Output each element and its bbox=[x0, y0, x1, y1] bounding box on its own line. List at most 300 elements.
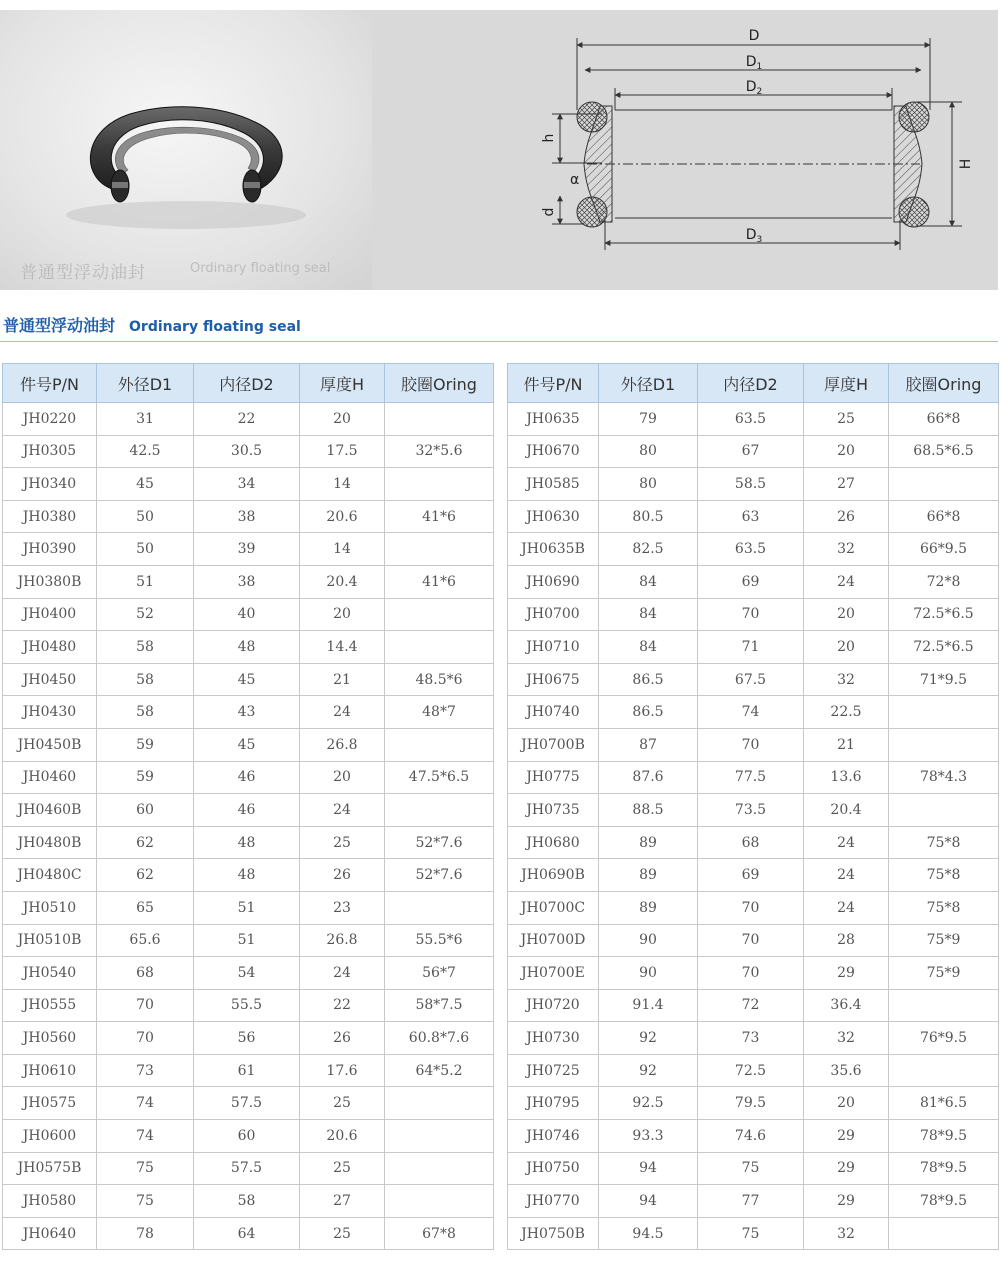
cell-oring: 41*6 bbox=[385, 565, 494, 598]
spec-table-right bbox=[507, 363, 999, 1250]
table-row bbox=[508, 794, 999, 827]
cell-thickness: 23 bbox=[300, 891, 385, 924]
cell-oring: 76*9.5 bbox=[889, 1022, 999, 1055]
cell-part-number: JH0770 bbox=[508, 1185, 599, 1218]
cell-part-number: JH0430 bbox=[3, 696, 97, 729]
table-header-row bbox=[3, 364, 494, 403]
cell-inner-diameter: 61 bbox=[194, 1054, 300, 1087]
table-row bbox=[3, 957, 494, 990]
cell-outer-diameter: 58 bbox=[97, 631, 194, 664]
cell-part-number: JH0635 bbox=[508, 403, 599, 436]
cell-part-number: JH0510 bbox=[3, 891, 97, 924]
cell-part-number: JH0380 bbox=[3, 500, 97, 533]
cell-part-number: JH0720 bbox=[508, 989, 599, 1022]
cell-outer-diameter: 92.5 bbox=[599, 1087, 698, 1120]
cell-inner-diameter: 67 bbox=[698, 435, 804, 468]
cell-thickness: 21 bbox=[300, 663, 385, 696]
table-row bbox=[508, 1217, 999, 1250]
cell-thickness: 20.4 bbox=[804, 794, 889, 827]
cell-oring: 78*9.5 bbox=[889, 1152, 999, 1185]
cell-thickness: 35.6 bbox=[804, 1054, 889, 1087]
cell-outer-diameter: 89 bbox=[599, 891, 698, 924]
cell-oring bbox=[385, 1087, 494, 1120]
cell-oring bbox=[385, 403, 494, 436]
cell-part-number: JH0690B bbox=[508, 859, 599, 892]
cell-part-number: JH0450 bbox=[3, 663, 97, 696]
cell-part-number: JH0390 bbox=[3, 533, 97, 566]
cell-inner-diameter: 51 bbox=[194, 891, 300, 924]
cell-part-number: JH0480 bbox=[3, 631, 97, 664]
cell-thickness: 24 bbox=[804, 826, 889, 859]
cell-outer-diameter: 80 bbox=[599, 468, 698, 501]
cell-part-number: JH0700E bbox=[508, 957, 599, 990]
table-row bbox=[3, 1152, 494, 1185]
cell-part-number: JH0670 bbox=[508, 435, 599, 468]
cell-inner-diameter: 70 bbox=[698, 891, 804, 924]
cell-inner-diameter: 55.5 bbox=[194, 989, 300, 1022]
cell-inner-diameter: 39 bbox=[194, 533, 300, 566]
header-thickness: 厚度H bbox=[300, 364, 385, 403]
table-row bbox=[3, 794, 494, 827]
cell-thickness: 20 bbox=[804, 1087, 889, 1120]
cell-inner-diameter: 38 bbox=[194, 565, 300, 598]
table-row bbox=[508, 826, 999, 859]
cell-inner-diameter: 77.5 bbox=[698, 761, 804, 794]
cell-inner-diameter: 48 bbox=[194, 859, 300, 892]
cell-thickness: 26 bbox=[300, 859, 385, 892]
cell-outer-diameter: 70 bbox=[97, 1022, 194, 1055]
cell-outer-diameter: 94 bbox=[599, 1185, 698, 1218]
cell-oring: 66*8 bbox=[889, 500, 999, 533]
cell-oring: 75*8 bbox=[889, 859, 999, 892]
cell-outer-diameter: 84 bbox=[599, 598, 698, 631]
table-row bbox=[508, 468, 999, 501]
cell-part-number: JH0675 bbox=[508, 663, 599, 696]
table-row bbox=[3, 1054, 494, 1087]
table-row bbox=[508, 500, 999, 533]
cell-outer-diameter: 59 bbox=[97, 761, 194, 794]
label-D3-sub: 3 bbox=[756, 235, 763, 245]
cell-oring: 72.5*6.5 bbox=[889, 631, 999, 664]
table-row bbox=[3, 761, 494, 794]
cell-part-number: JH0700C bbox=[508, 891, 599, 924]
cell-inner-diameter: 48 bbox=[194, 631, 300, 664]
table-row bbox=[3, 468, 494, 501]
cell-inner-diameter: 70 bbox=[698, 598, 804, 631]
cell-oring: 75*9 bbox=[889, 924, 999, 957]
cell-thickness: 29 bbox=[804, 957, 889, 990]
table-header-row bbox=[508, 364, 999, 403]
cell-thickness: 32 bbox=[804, 1022, 889, 1055]
floating-seal-image bbox=[0, 10, 372, 290]
table-row bbox=[508, 403, 999, 436]
cell-outer-diameter: 80.5 bbox=[599, 500, 698, 533]
cell-inner-diameter: 38 bbox=[194, 500, 300, 533]
cell-outer-diameter: 75 bbox=[97, 1185, 194, 1218]
table-row bbox=[3, 1185, 494, 1218]
cell-part-number: JH0746 bbox=[508, 1120, 599, 1153]
cell-thickness: 22 bbox=[300, 989, 385, 1022]
table-row bbox=[508, 1152, 999, 1185]
cell-inner-diameter: 48 bbox=[194, 826, 300, 859]
cell-part-number: JH0460 bbox=[3, 761, 97, 794]
cell-outer-diameter: 31 bbox=[97, 403, 194, 436]
cell-part-number: JH0580 bbox=[3, 1185, 97, 1218]
header-part-number: 件号P/N bbox=[508, 364, 599, 403]
cell-inner-diameter: 45 bbox=[194, 663, 300, 696]
cell-oring: 48*7 bbox=[385, 696, 494, 729]
cell-part-number: JH0510B bbox=[3, 924, 97, 957]
label-alpha: α bbox=[570, 172, 580, 188]
cell-oring: 71*9.5 bbox=[889, 663, 999, 696]
cell-outer-diameter: 88.5 bbox=[599, 794, 698, 827]
cell-part-number: JH0730 bbox=[508, 1022, 599, 1055]
cell-part-number: JH0540 bbox=[3, 957, 97, 990]
table-row bbox=[508, 924, 999, 957]
cell-outer-diameter: 94.5 bbox=[599, 1217, 698, 1250]
label-D3: D bbox=[745, 227, 757, 243]
table-row bbox=[508, 1054, 999, 1087]
label-D1-sub: 1 bbox=[756, 62, 763, 72]
cell-outer-diameter: 59 bbox=[97, 728, 194, 761]
cell-thickness: 17.5 bbox=[300, 435, 385, 468]
cell-inner-diameter: 51 bbox=[194, 924, 300, 957]
cell-thickness: 27 bbox=[300, 1185, 385, 1218]
cell-part-number: JH0480C bbox=[3, 859, 97, 892]
cell-part-number: JH0380B bbox=[3, 565, 97, 598]
cross-section-diagram bbox=[372, 10, 998, 290]
table-row bbox=[508, 631, 999, 664]
header-oring: 胶圈Oring bbox=[385, 364, 494, 403]
cell-outer-diameter: 42.5 bbox=[97, 435, 194, 468]
table-row bbox=[508, 435, 999, 468]
table-row bbox=[508, 728, 999, 761]
cell-inner-diameter: 70 bbox=[698, 957, 804, 990]
cell-oring: 78*4.3 bbox=[889, 761, 999, 794]
cell-outer-diameter: 73 bbox=[97, 1054, 194, 1087]
section-title-zh: 普通型浮动油封 bbox=[3, 316, 116, 335]
cell-oring bbox=[889, 1217, 999, 1250]
cell-thickness: 20 bbox=[804, 631, 889, 664]
table-row bbox=[508, 1185, 999, 1218]
cell-oring: 78*9.5 bbox=[889, 1185, 999, 1218]
table-row bbox=[508, 859, 999, 892]
cell-oring bbox=[385, 1152, 494, 1185]
cell-part-number: JH0555 bbox=[3, 989, 97, 1022]
table-row bbox=[3, 891, 494, 924]
cell-thickness: 32 bbox=[804, 1217, 889, 1250]
cell-oring bbox=[385, 533, 494, 566]
cell-outer-diameter: 90 bbox=[599, 957, 698, 990]
cell-inner-diameter: 60 bbox=[194, 1120, 300, 1153]
cell-inner-diameter: 72.5 bbox=[698, 1054, 804, 1087]
cell-oring: 72*8 bbox=[889, 565, 999, 598]
cell-thickness: 13.6 bbox=[804, 761, 889, 794]
table-row bbox=[3, 663, 494, 696]
cell-part-number: JH0775 bbox=[508, 761, 599, 794]
svg-text:D1 bbox=[746, 54, 763, 72]
cell-thickness: 29 bbox=[804, 1120, 889, 1153]
cell-oring bbox=[385, 1185, 494, 1218]
cell-outer-diameter: 45 bbox=[97, 468, 194, 501]
svg-text:D3 bbox=[746, 227, 763, 245]
table-row bbox=[508, 1087, 999, 1120]
table-row bbox=[508, 891, 999, 924]
cell-thickness: 29 bbox=[804, 1152, 889, 1185]
cell-inner-diameter: 74.6 bbox=[698, 1120, 804, 1153]
cell-thickness: 26 bbox=[300, 1022, 385, 1055]
cell-outer-diameter: 80 bbox=[599, 435, 698, 468]
cell-part-number: JH0305 bbox=[3, 435, 97, 468]
cell-inner-diameter: 69 bbox=[698, 859, 804, 892]
cell-outer-diameter: 70 bbox=[97, 989, 194, 1022]
table-row bbox=[3, 989, 494, 1022]
cell-inner-diameter: 58 bbox=[194, 1185, 300, 1218]
label-D2: D bbox=[745, 79, 757, 95]
header-part-number: 件号P/N bbox=[3, 364, 97, 403]
cell-inner-diameter: 63 bbox=[698, 500, 804, 533]
table-row bbox=[3, 1217, 494, 1250]
cell-oring: 52*7.6 bbox=[385, 859, 494, 892]
table-row bbox=[3, 435, 494, 468]
table-row bbox=[3, 403, 494, 436]
cell-outer-diameter: 65 bbox=[97, 891, 194, 924]
cell-outer-diameter: 74 bbox=[97, 1120, 194, 1153]
cell-thickness: 14.4 bbox=[300, 631, 385, 664]
cell-inner-diameter: 69 bbox=[698, 565, 804, 598]
table-row bbox=[3, 696, 494, 729]
photo-caption-zh: 普通型浮动油封 bbox=[20, 263, 146, 283]
cell-thickness: 20 bbox=[300, 598, 385, 631]
table-row bbox=[508, 989, 999, 1022]
cell-oring: 81*6.5 bbox=[889, 1087, 999, 1120]
cell-outer-diameter: 51 bbox=[97, 565, 194, 598]
cell-inner-diameter: 63.5 bbox=[698, 403, 804, 436]
cell-part-number: JH0610 bbox=[3, 1054, 97, 1087]
cell-part-number: JH0710 bbox=[508, 631, 599, 664]
cell-oring bbox=[889, 696, 999, 729]
cell-oring bbox=[385, 794, 494, 827]
cell-part-number: JH0340 bbox=[3, 468, 97, 501]
cell-oring: 64*5.2 bbox=[385, 1054, 494, 1087]
cell-part-number: JH0740 bbox=[508, 696, 599, 729]
cell-oring: 56*7 bbox=[385, 957, 494, 990]
cell-thickness: 24 bbox=[804, 891, 889, 924]
section-title-en: Ordinary floating seal bbox=[129, 319, 301, 335]
cell-oring bbox=[385, 1120, 494, 1153]
cell-inner-diameter: 75 bbox=[698, 1217, 804, 1250]
cell-thickness: 26.8 bbox=[300, 924, 385, 957]
cell-oring bbox=[889, 989, 999, 1022]
table-row bbox=[3, 500, 494, 533]
cell-oring: 66*9.5 bbox=[889, 533, 999, 566]
table-row bbox=[3, 924, 494, 957]
header-outer-diameter: 外径D1 bbox=[599, 364, 698, 403]
cell-outer-diameter: 62 bbox=[97, 859, 194, 892]
cell-thickness: 20 bbox=[300, 403, 385, 436]
cell-thickness: 24 bbox=[804, 859, 889, 892]
section-divider bbox=[0, 341, 998, 342]
cell-thickness: 29 bbox=[804, 1185, 889, 1218]
cell-thickness: 20.4 bbox=[300, 565, 385, 598]
cell-outer-diameter: 50 bbox=[97, 500, 194, 533]
cell-inner-diameter: 75 bbox=[698, 1152, 804, 1185]
cell-inner-diameter: 22 bbox=[194, 403, 300, 436]
cell-part-number: JH0220 bbox=[3, 403, 97, 436]
cell-inner-diameter: 74 bbox=[698, 696, 804, 729]
cell-oring: 66*8 bbox=[889, 403, 999, 436]
table-row bbox=[508, 957, 999, 990]
cell-inner-diameter: 77 bbox=[698, 1185, 804, 1218]
cell-oring: 47.5*6.5 bbox=[385, 761, 494, 794]
table-row bbox=[3, 1120, 494, 1153]
cell-thickness: 24 bbox=[300, 696, 385, 729]
cell-part-number: JH0680 bbox=[508, 826, 599, 859]
cell-thickness: 25 bbox=[804, 403, 889, 436]
cell-inner-diameter: 40 bbox=[194, 598, 300, 631]
cell-thickness: 25 bbox=[300, 1087, 385, 1120]
cell-inner-diameter: 67.5 bbox=[698, 663, 804, 696]
cell-oring bbox=[385, 598, 494, 631]
cell-part-number: JH0450B bbox=[3, 728, 97, 761]
cell-part-number: JH0575 bbox=[3, 1087, 97, 1120]
cell-inner-diameter: 79.5 bbox=[698, 1087, 804, 1120]
spec-table-left bbox=[2, 363, 494, 1250]
cell-part-number: JH0585 bbox=[508, 468, 599, 501]
section-title bbox=[3, 313, 301, 336]
cell-thickness: 26 bbox=[804, 500, 889, 533]
cell-inner-diameter: 70 bbox=[698, 728, 804, 761]
cell-thickness: 14 bbox=[300, 533, 385, 566]
cell-oring: 75*8 bbox=[889, 891, 999, 924]
cell-outer-diameter: 58 bbox=[97, 696, 194, 729]
cell-oring: 60.8*7.6 bbox=[385, 1022, 494, 1055]
cell-oring bbox=[889, 728, 999, 761]
label-d: d bbox=[541, 207, 557, 217]
cell-inner-diameter: 73.5 bbox=[698, 794, 804, 827]
table-row bbox=[508, 598, 999, 631]
cell-oring bbox=[889, 1054, 999, 1087]
cell-inner-diameter: 73 bbox=[698, 1022, 804, 1055]
cell-outer-diameter: 62 bbox=[97, 826, 194, 859]
cell-thickness: 22.5 bbox=[804, 696, 889, 729]
cell-inner-diameter: 46 bbox=[194, 794, 300, 827]
cell-inner-diameter: 43 bbox=[194, 696, 300, 729]
header-thickness: 厚度H bbox=[804, 364, 889, 403]
label-H: H bbox=[958, 158, 974, 170]
cell-outer-diameter: 86.5 bbox=[599, 696, 698, 729]
cell-outer-diameter: 90 bbox=[599, 924, 698, 957]
cell-inner-diameter: 54 bbox=[194, 957, 300, 990]
cell-part-number: JH0750B bbox=[508, 1217, 599, 1250]
cell-oring bbox=[889, 468, 999, 501]
cell-inner-diameter: 58.5 bbox=[698, 468, 804, 501]
cell-outer-diameter: 79 bbox=[599, 403, 698, 436]
cell-part-number: JH0575B bbox=[3, 1152, 97, 1185]
label-h: h bbox=[541, 133, 557, 143]
table-row bbox=[3, 533, 494, 566]
label-D2-sub: 2 bbox=[756, 87, 763, 97]
cell-thickness: 24 bbox=[804, 565, 889, 598]
cell-outer-diameter: 86.5 bbox=[599, 663, 698, 696]
cell-oring: 55.5*6 bbox=[385, 924, 494, 957]
cell-thickness: 20.6 bbox=[300, 1120, 385, 1153]
cell-thickness: 24 bbox=[300, 794, 385, 827]
header-inner-diameter: 内径D2 bbox=[194, 364, 300, 403]
table-row bbox=[3, 1087, 494, 1120]
cell-oring: 48.5*6 bbox=[385, 663, 494, 696]
cell-part-number: JH0700D bbox=[508, 924, 599, 957]
cell-oring: 58*7.5 bbox=[385, 989, 494, 1022]
cell-outer-diameter: 87 bbox=[599, 728, 698, 761]
cell-part-number: JH0460B bbox=[3, 794, 97, 827]
cell-oring: 41*6 bbox=[385, 500, 494, 533]
header-outer-diameter: 外径D1 bbox=[97, 364, 194, 403]
cell-thickness: 25 bbox=[300, 1152, 385, 1185]
cell-outer-diameter: 75 bbox=[97, 1152, 194, 1185]
table-row bbox=[3, 565, 494, 598]
cell-outer-diameter: 92 bbox=[599, 1054, 698, 1087]
cell-thickness: 17.6 bbox=[300, 1054, 385, 1087]
cell-part-number: JH0400 bbox=[3, 598, 97, 631]
table-row bbox=[3, 631, 494, 664]
table-row bbox=[508, 761, 999, 794]
cell-oring: 52*7.6 bbox=[385, 826, 494, 859]
photo-caption-en: Ordinary floating seal bbox=[190, 261, 331, 276]
cell-part-number: JH0640 bbox=[3, 1217, 97, 1250]
cell-thickness: 20.6 bbox=[300, 500, 385, 533]
table-row bbox=[508, 663, 999, 696]
cell-thickness: 20 bbox=[804, 598, 889, 631]
cell-thickness: 14 bbox=[300, 468, 385, 501]
table-row bbox=[508, 565, 999, 598]
cell-outer-diameter: 92 bbox=[599, 1022, 698, 1055]
cell-inner-diameter: 45 bbox=[194, 728, 300, 761]
cell-oring bbox=[889, 794, 999, 827]
cell-outer-diameter: 89 bbox=[599, 859, 698, 892]
cell-inner-diameter: 57.5 bbox=[194, 1087, 300, 1120]
label-D1: D bbox=[745, 54, 757, 70]
cell-thickness: 20 bbox=[300, 761, 385, 794]
cell-outer-diameter: 84 bbox=[599, 565, 698, 598]
cell-thickness: 25 bbox=[300, 1217, 385, 1250]
cell-outer-diameter: 91.4 bbox=[599, 989, 698, 1022]
cell-inner-diameter: 57.5 bbox=[194, 1152, 300, 1185]
product-photo bbox=[0, 10, 372, 290]
cell-thickness: 27 bbox=[804, 468, 889, 501]
cell-outer-diameter: 58 bbox=[97, 663, 194, 696]
cell-inner-diameter: 68 bbox=[698, 826, 804, 859]
cell-inner-diameter: 70 bbox=[698, 924, 804, 957]
cell-thickness: 36.4 bbox=[804, 989, 889, 1022]
cell-oring bbox=[385, 891, 494, 924]
cell-thickness: 20 bbox=[804, 435, 889, 468]
cell-outer-diameter: 94 bbox=[599, 1152, 698, 1185]
cell-thickness: 24 bbox=[300, 957, 385, 990]
svg-text:D2 bbox=[746, 79, 763, 97]
cell-inner-diameter: 34 bbox=[194, 468, 300, 501]
cell-oring: 75*9 bbox=[889, 957, 999, 990]
header-oring: 胶圈Oring bbox=[889, 364, 999, 403]
cell-inner-diameter: 56 bbox=[194, 1022, 300, 1055]
cell-oring: 68.5*6.5 bbox=[889, 435, 999, 468]
cell-oring: 72.5*6.5 bbox=[889, 598, 999, 631]
cell-outer-diameter: 74 bbox=[97, 1087, 194, 1120]
cell-thickness: 25 bbox=[300, 826, 385, 859]
cell-inner-diameter: 72 bbox=[698, 989, 804, 1022]
cell-part-number: JH0600 bbox=[3, 1120, 97, 1153]
technical-drawing bbox=[372, 10, 998, 290]
